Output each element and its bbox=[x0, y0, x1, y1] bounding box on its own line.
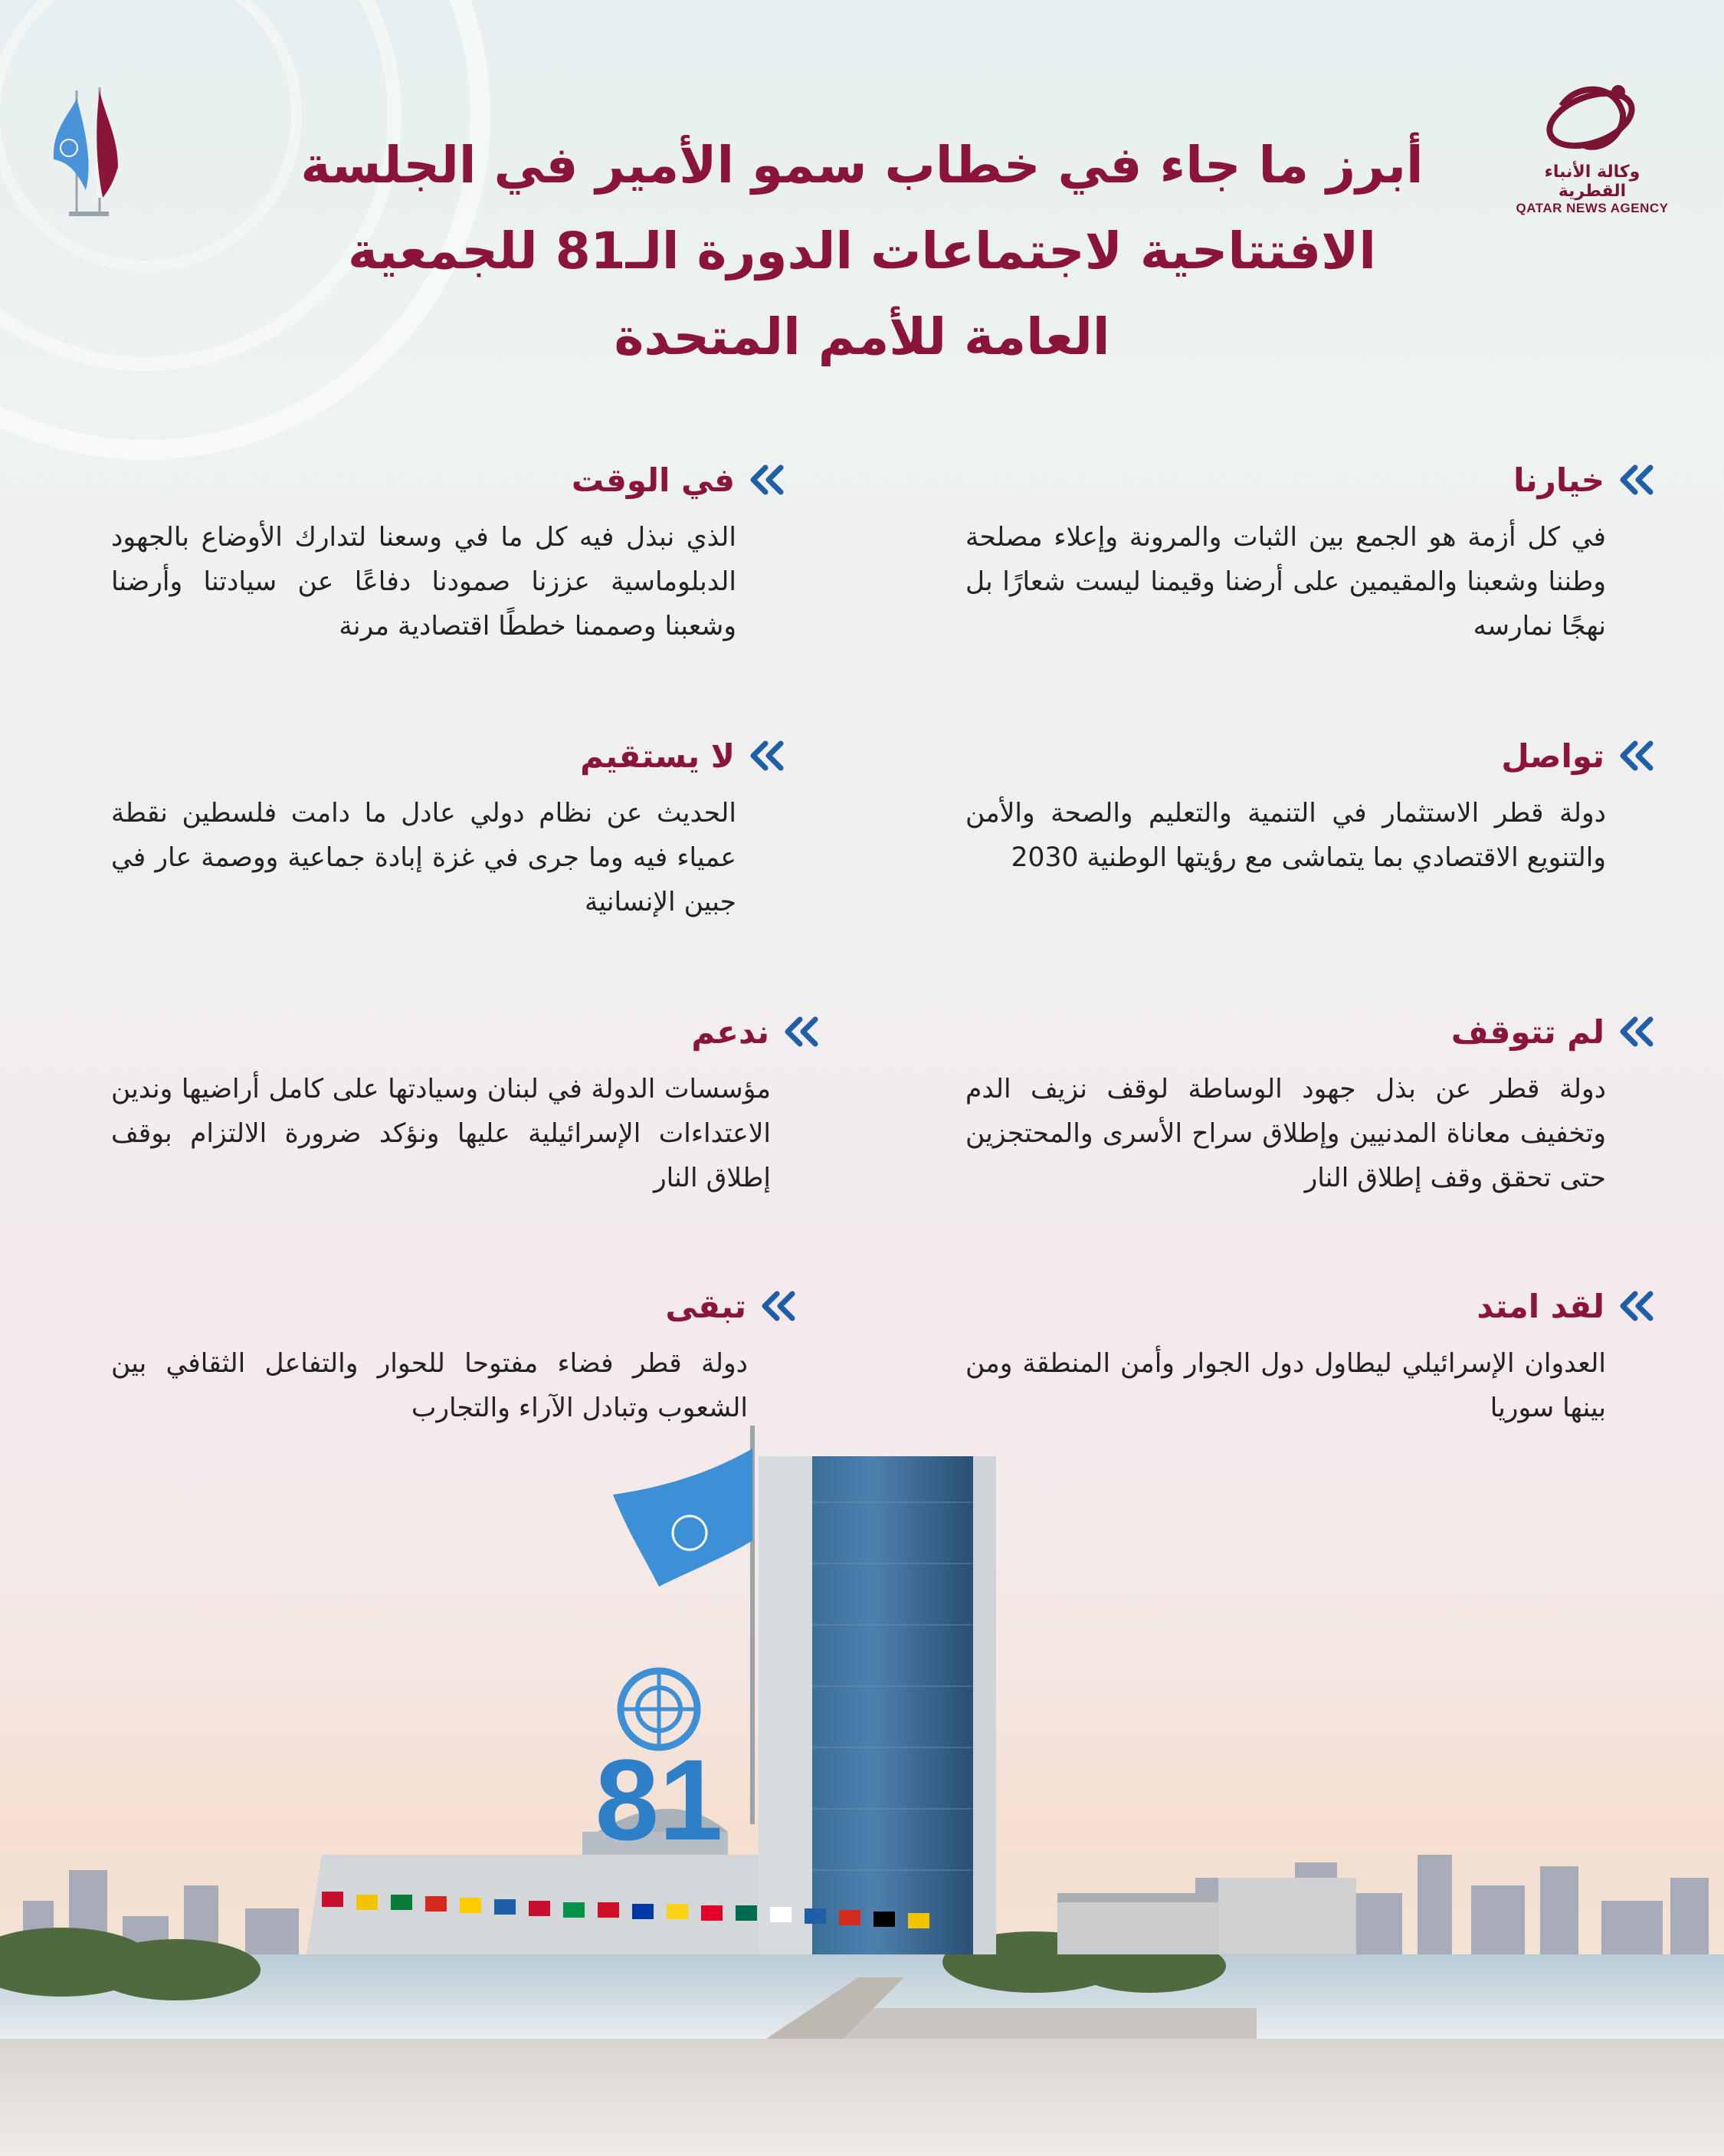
agency-logo bbox=[1508, 75, 1676, 228]
emblem-number: 81 bbox=[595, 1735, 723, 1864]
card-body: الذي نبذل فيه كل ما في وسعنا لتدارك الأوضاع بالجهود الدبلوماسية عززنا صمودنا دفاعًا عن سيادتنا وأرضنا وشعبنا وصممنا خططًا اقتصادية مرنة bbox=[111, 522, 736, 642]
double-chevron-left-icon bbox=[1617, 740, 1655, 771]
card-title: لا يستقيم bbox=[580, 737, 735, 775]
double-chevron-left-icon bbox=[1617, 1016, 1655, 1047]
card-body: في كل أزمة هو الجمع بين الثبات والمرونة وإعلاء مصلحة وطننا وشعبنا والمقيمين على أرضنا وقيمنا ليست شعارًا بل نهجًا نمارسه bbox=[965, 522, 1606, 642]
point-card bbox=[965, 1007, 1655, 1200]
qna-logo-icon bbox=[1539, 75, 1646, 159]
title-line-2: الافتتاحية لاجتماعات الدورة الـ81 للجمعية bbox=[347, 222, 1377, 281]
point-card bbox=[111, 731, 785, 924]
card-body: مؤسسات الدولة في لبنان وسيادتها على كامل أراضيها وندين الاعتداءات الإسرائيلية عليها ونؤكد ضرورة الالتزام بوقف إطلاق النار bbox=[111, 1074, 771, 1193]
card-body: الحديث عن نظام دولي عادل ما دامت فلسطين نقطة عمياء فيه وما جرى في غزة إبادة جماعية ووصمة عار في جبين الإنسانية bbox=[111, 798, 736, 917]
double-chevron-left-icon bbox=[747, 740, 785, 771]
point-card bbox=[965, 1281, 1655, 1430]
card-title: في الوقت bbox=[571, 461, 735, 499]
card-title: تواصل bbox=[1501, 737, 1604, 775]
double-chevron-left-icon bbox=[747, 464, 785, 495]
card-title: لم تتوقف bbox=[1450, 1012, 1604, 1051]
point-card bbox=[111, 1281, 797, 1430]
card-body: دولة قطر الاستثمار في التنمية والتعليم والصحة والأمن والتنويع الاقتصادي بما يتماشى مع رؤيتها الوطنية 2030 bbox=[965, 798, 1606, 873]
title-line-1: أبرز ما جاء في خطاب سمو الأمير في الجلسة bbox=[300, 136, 1424, 195]
point-card bbox=[111, 455, 785, 648]
double-chevron-left-icon bbox=[759, 1291, 797, 1321]
flags-icon bbox=[48, 83, 132, 221]
agency-name-english: QATAR NEWS AGENCY bbox=[1516, 201, 1669, 215]
point-card bbox=[111, 1007, 820, 1200]
card-title: تبقى bbox=[665, 1287, 746, 1325]
double-chevron-left-icon bbox=[1617, 1291, 1655, 1321]
point-card bbox=[965, 731, 1655, 880]
double-chevron-left-icon bbox=[782, 1016, 820, 1047]
card-body: العدوان الإسرائيلي ليطاول دول الجوار وأمن المنطقة ومن بينها سوريا bbox=[965, 1348, 1606, 1423]
card-title: ندعم bbox=[691, 1012, 769, 1051]
card-title: خيارنا bbox=[1513, 461, 1604, 499]
double-chevron-left-icon bbox=[1617, 464, 1655, 495]
point-card bbox=[965, 455, 1655, 648]
un-headquarters-illustration bbox=[0, 1426, 1724, 2156]
card-body: دولة قطر عن بذل جهود الوساطة لوقف نزيف الدم وتخفيف معاناة المدنيين وإطلاق سراح الأسرى والمحتجزين حتى تحقق وقف إطلاق النار bbox=[965, 1074, 1606, 1193]
card-title: لقد امتد bbox=[1477, 1287, 1604, 1325]
agency-name-arabic: وكالة الأنباء القطرية bbox=[1544, 162, 1640, 201]
page-title bbox=[253, 123, 1471, 380]
card-body: دولة قطر فضاء مفتوحا للحوار والتفاعل الثقافي بين الشعوب وتبادل الآراء والتجارب bbox=[111, 1348, 748, 1423]
title-line-3: العامة للأمم المتحدة bbox=[614, 307, 1110, 366]
